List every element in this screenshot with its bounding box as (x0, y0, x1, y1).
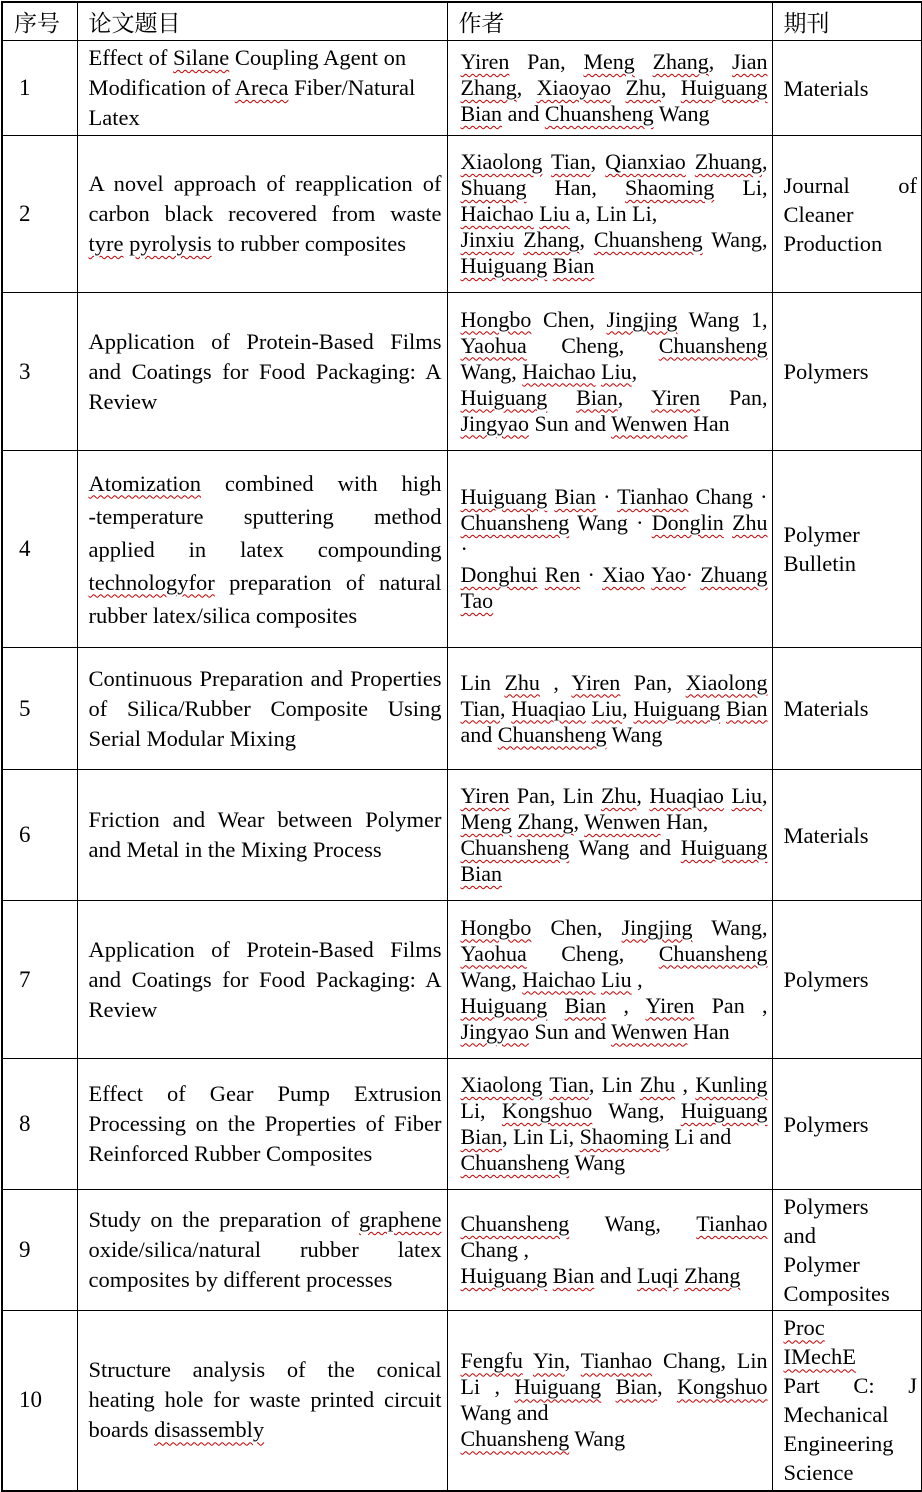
paper-authors: Lin Zhu , Yiren Pan, Xiaolong Tian, Huaqiao Liu, Huiguang Bian and Chuansheng Wang (447, 648, 772, 770)
paper-authors: Hongbo Chen, Jingjing Wang 1, Yaohua Cheng, Chuansheng Wang, Haichao Liu, Huiguang Bian, Yiren Pan, Jingyao Sun and Wenwen Han (447, 293, 772, 451)
spellcheck-underline: Xiaolong (685, 669, 768, 695)
paper-journal: Polymer Bulletin (772, 451, 922, 648)
table-row (2, 1190, 922, 1311)
paper-authors: Fengfu Yin, Tianhao Chang, Lin Li , Huiguang Bian, Kongshuo Wang and Chuansheng Wang (447, 1311, 772, 1491)
spellcheck-underline: Xiaolong (460, 149, 543, 174)
paper-authors: Hongbo Chen, Jingjing Wang, Yaohua Cheng, Chuansheng Wang, Haichao Liu , Huiguang Bian , Yiren Pan , Jingyao Sun and Wenwen Han (447, 901, 772, 1059)
publications-table (1, 1, 922, 1492)
spellcheck-underline: Silane (173, 45, 230, 70)
spellcheck-underline: Liu (591, 695, 623, 721)
spellcheck-underline: Bian (576, 384, 618, 410)
table-row (2, 1059, 922, 1190)
spellcheck-underline: Jingyao (460, 410, 529, 436)
spellcheck-underline: Liu (731, 783, 762, 808)
spellcheck-underline: Donglin (651, 510, 724, 535)
spellcheck-underline: Shaoming (579, 1124, 669, 1149)
spellcheck-underline: Zhuang (700, 562, 768, 587)
spellcheck-underline: Tao (460, 588, 494, 613)
header-title: 论文题目 (77, 2, 447, 41)
spellcheck-underline: Zhuang (694, 149, 762, 174)
spellcheck-underline: Chuansheng (593, 227, 703, 252)
spellcheck-underline: Zhang (460, 75, 517, 100)
spellcheck-underline: Yaohua (460, 940, 527, 966)
spellcheck-underline: IMechE (783, 1344, 856, 1370)
paper-title: Application of Protein-Based Films and Coatings for Food Packaging: A Review (77, 293, 447, 451)
spellcheck-underline: Yao (651, 562, 686, 587)
spellcheck-underline: Bian (615, 1374, 658, 1400)
spellcheck-underline: pyrolysis (129, 231, 212, 256)
spellcheck-underline: Chuansheng (460, 510, 570, 535)
row-number: 2 (2, 136, 77, 293)
spellcheck-underline: Kongshuo (677, 1374, 768, 1400)
spellcheck-underline: Atomization (88, 470, 201, 496)
spellcheck-underline: Bian (460, 101, 503, 126)
spellcheck-underline: Yin (532, 1348, 565, 1374)
paper-authors: Yiren Pan, Meng Zhang, Jian Zhang, Xiaoyao Zhu, Huiguang Bian and Chuansheng Wang (447, 41, 772, 136)
spellcheck-underline: tyre (88, 231, 124, 256)
paper-authors: Huiguang Bian · Tianhao Chang · Chuansheng Wang · Donglin Zhu · Donghui Ren · Xiao Yao· Zhuang Tao (447, 451, 772, 648)
paper-journal: Polymers (772, 901, 922, 1059)
spellcheck-underline: Chuansheng (460, 835, 570, 860)
spellcheck-underline: Chuansheng (460, 1150, 570, 1175)
spellcheck-underline: Zhu (600, 783, 637, 808)
paper-authors: Xiaolong Tian, Lin Zhu , Kunling Li, Kongshuo Wang, Huiguang Bian, Lin Li, Shaoming Li and Chuansheng Wang (447, 1059, 772, 1190)
spellcheck-underline: Hongbo (460, 914, 532, 940)
spellcheck-underline: Zhang (523, 227, 580, 252)
table-row (2, 41, 922, 136)
paper-title: Application of Protein-Based Films and Coatings for Food Packaging: A Review (77, 901, 447, 1059)
paper-title: Effect of Silane Coupling Agent on Modification of Areca Fiber/Natural Latex (77, 41, 447, 136)
paper-authors: Yiren Pan, Lin Zhu, Huaqiao Liu, Meng Zhang, Wenwen Han, Chuansheng Wang and Huiguang Bian (447, 770, 772, 901)
paper-journal: Polymers (772, 293, 922, 451)
row-number: 1 (2, 41, 77, 136)
spellcheck-underline: Liu (601, 358, 632, 384)
spellcheck-underline: Huaqiao (649, 783, 724, 808)
spellcheck-underline: technologyfor (88, 569, 215, 595)
paper-title: A novel approach of reapplication of carbon black recovered from waste tyre pyrolysis to rubber composites (77, 136, 447, 293)
row-number: 5 (2, 648, 77, 770)
paper-journal: Polymers (772, 1059, 922, 1190)
spellcheck-underline: Yiren (460, 783, 510, 808)
spellcheck-underline: Huiguang (460, 484, 548, 509)
spellcheck-underline: Yiren (460, 49, 510, 74)
spellcheck-underline: Huiguang (460, 992, 548, 1018)
spellcheck-underline: Chuansheng (497, 721, 607, 747)
spellcheck-underline: Chuansheng (460, 1211, 570, 1236)
spellcheck-underline: Yiren (645, 992, 695, 1018)
spellcheck-underline: Liu (539, 201, 570, 226)
paper-title: Friction and Wear between Polymer and Metal in the Mixing Process (77, 770, 447, 901)
spellcheck-underline: Areca (234, 75, 289, 100)
table-row (2, 770, 922, 901)
spellcheck-underline: Fengfu (460, 1348, 523, 1374)
paper-journal: Materials (772, 648, 922, 770)
spellcheck-underline: Zhang (652, 49, 709, 74)
spellcheck-underline: Xiaolong (460, 1072, 543, 1097)
spellcheck-underline: Meng (460, 809, 512, 834)
spellcheck-underline: Chuansheng (544, 101, 654, 126)
spellcheck-underline: Zhang (684, 1263, 741, 1288)
spellcheck-underline: Wenwen (611, 410, 688, 436)
spellcheck-underline: Huiguang (514, 1374, 602, 1400)
spellcheck-underline: Chuansheng (658, 940, 768, 966)
spellcheck-underline: Kongshuo (501, 1098, 593, 1123)
spellcheck-underline: Haichao (460, 201, 534, 226)
paper-title: Study on the preparation of graphene oxide/silica/natural rubber latex composites by different processes (77, 1190, 447, 1311)
spellcheck-underline: Donghui (460, 562, 538, 587)
spellcheck-underline: Yaohua (460, 332, 527, 358)
spellcheck-underline: Liu (601, 966, 632, 992)
table-row (2, 451, 922, 648)
spellcheck-underline: Kunling (695, 1072, 768, 1097)
table-row (2, 901, 922, 1059)
spellcheck-underline: Xiaoyao (536, 75, 612, 100)
spellcheck-underline: Xiao (602, 562, 645, 587)
spellcheck-underline: Huiguang (460, 384, 548, 410)
header-journal: 期刊 (772, 2, 922, 41)
row-number: 4 (2, 451, 77, 648)
spellcheck-underline: Haichao (522, 358, 596, 384)
header-no: 序号 (2, 2, 77, 41)
spellcheck-underline: Zhu (504, 669, 540, 695)
spellcheck-underline: Huiguang (680, 835, 768, 860)
paper-journal: Polymers and Polymer Composites (772, 1190, 922, 1311)
spellcheck-underline: Proc (783, 1315, 825, 1341)
row-number: 3 (2, 293, 77, 451)
spellcheck-underline: Yiren (651, 384, 701, 410)
table-row (2, 648, 922, 770)
spellcheck-underline: disassembly (154, 1417, 265, 1443)
paper-authors: Xiaolong Tian, Qianxiao Zhuang, Shuang Han, Shaoming Li, Haichao Liu a, Lin Li, Jinxiu Zhang, Chuansheng Wang, Huiguang Bian (447, 136, 772, 293)
table-row (2, 136, 922, 293)
paper-journal: Journal of Cleaner Production (772, 136, 922, 293)
spellcheck-underline: Tian (549, 1072, 589, 1097)
paper-journal: Materials (772, 770, 922, 901)
spellcheck-underline: Huiguang (633, 695, 721, 721)
paper-title: Atomization combined with high ‑temperature sputtering method applied in latex compounding technologyfor preparation of natural rubber latex/silica composites (77, 451, 447, 648)
spellcheck-underline: Luqi (637, 1263, 679, 1288)
spellcheck-underline: Jinxiu (460, 227, 515, 252)
spellcheck-underline: Bian (554, 484, 596, 509)
row-number: 6 (2, 770, 77, 901)
row-number: 7 (2, 901, 77, 1059)
spellcheck-underline: Tianhao (696, 1211, 768, 1236)
paper-journal: Materials (772, 41, 922, 136)
spellcheck-underline: Zhang (517, 809, 574, 834)
spellcheck-underline: Chuansheng (658, 332, 768, 358)
paper-title: Continuous Preparation and Properties of Silica/Rubber Composite Using Serial Modular Mixing (77, 648, 447, 770)
spellcheck-underline: Tian (551, 149, 591, 174)
spellcheck-underline: Bian (564, 992, 607, 1018)
spellcheck-underline: Bian (552, 253, 595, 278)
spellcheck-underline: Qianxiao (605, 149, 686, 174)
spellcheck-underline: Tian (460, 695, 501, 721)
spellcheck-underline: Tianhao (580, 1348, 653, 1374)
spellcheck-underline: Zhu (732, 510, 768, 535)
spellcheck-underline: Huaqiao (511, 695, 586, 721)
spellcheck-underline: Wenwen (584, 809, 661, 834)
spellcheck-underline: Wenwen (611, 1018, 688, 1044)
row-number: 8 (2, 1059, 77, 1190)
spellcheck-underline: Jingyao (460, 1018, 529, 1044)
spellcheck-underline: Shaoming (625, 175, 715, 200)
paper-title: Effect of Gear Pump Extrusion Processing on the Properties of Fiber Reinforced Rubber Composites (77, 1059, 447, 1190)
spellcheck-underline: Yiren (571, 669, 621, 695)
spellcheck-underline: Haichao (522, 966, 596, 992)
spellcheck-underline: Zhu (639, 1072, 676, 1097)
spellcheck-underline: Bian (460, 861, 503, 886)
row-number: 9 (2, 1190, 77, 1311)
spellcheck-underline: Huiguang (680, 1098, 768, 1123)
row-number: 10 (2, 1311, 77, 1491)
header-authors: 作者 (447, 2, 772, 41)
spellcheck-underline: Bian (460, 1124, 503, 1149)
spellcheck-underline: Huiguang (460, 253, 548, 278)
spellcheck-underline: Bian (552, 1263, 595, 1288)
spellcheck-underline: Shuang (460, 175, 527, 200)
paper-journal: Proc IMechE Part C: J Mechanical Engineering Science (772, 1311, 922, 1491)
spellcheck-underline: Jingjing (606, 306, 678, 332)
spellcheck-underline: Ren (544, 562, 581, 587)
paper-title: Structure analysis of the conical heating hole for waste printed circuit boards disassembly (77, 1311, 447, 1491)
spellcheck-underline: Meng (583, 49, 635, 74)
spellcheck-underline: Jingjing (621, 914, 693, 940)
spellcheck-underline: Huiguang (460, 1263, 548, 1288)
table-row (2, 293, 922, 451)
table-row (2, 1311, 922, 1491)
header-row (2, 2, 922, 41)
spellcheck-underline: Bian (725, 695, 768, 721)
spellcheck-underline: Tianhao (617, 484, 689, 509)
spellcheck-underline: Huiguang (680, 75, 768, 100)
spellcheck-underline: Chuansheng (460, 1426, 570, 1452)
spellcheck-underline: Jian (732, 49, 768, 74)
paper-authors: Chuansheng Wang, Tianhao Chang , Huiguang Bian and Luqi Zhang (447, 1190, 772, 1311)
spellcheck-underline: Hongbo (460, 306, 532, 332)
spellcheck-underline: graphene (359, 1207, 442, 1232)
spellcheck-underline: Zhu (625, 75, 661, 100)
